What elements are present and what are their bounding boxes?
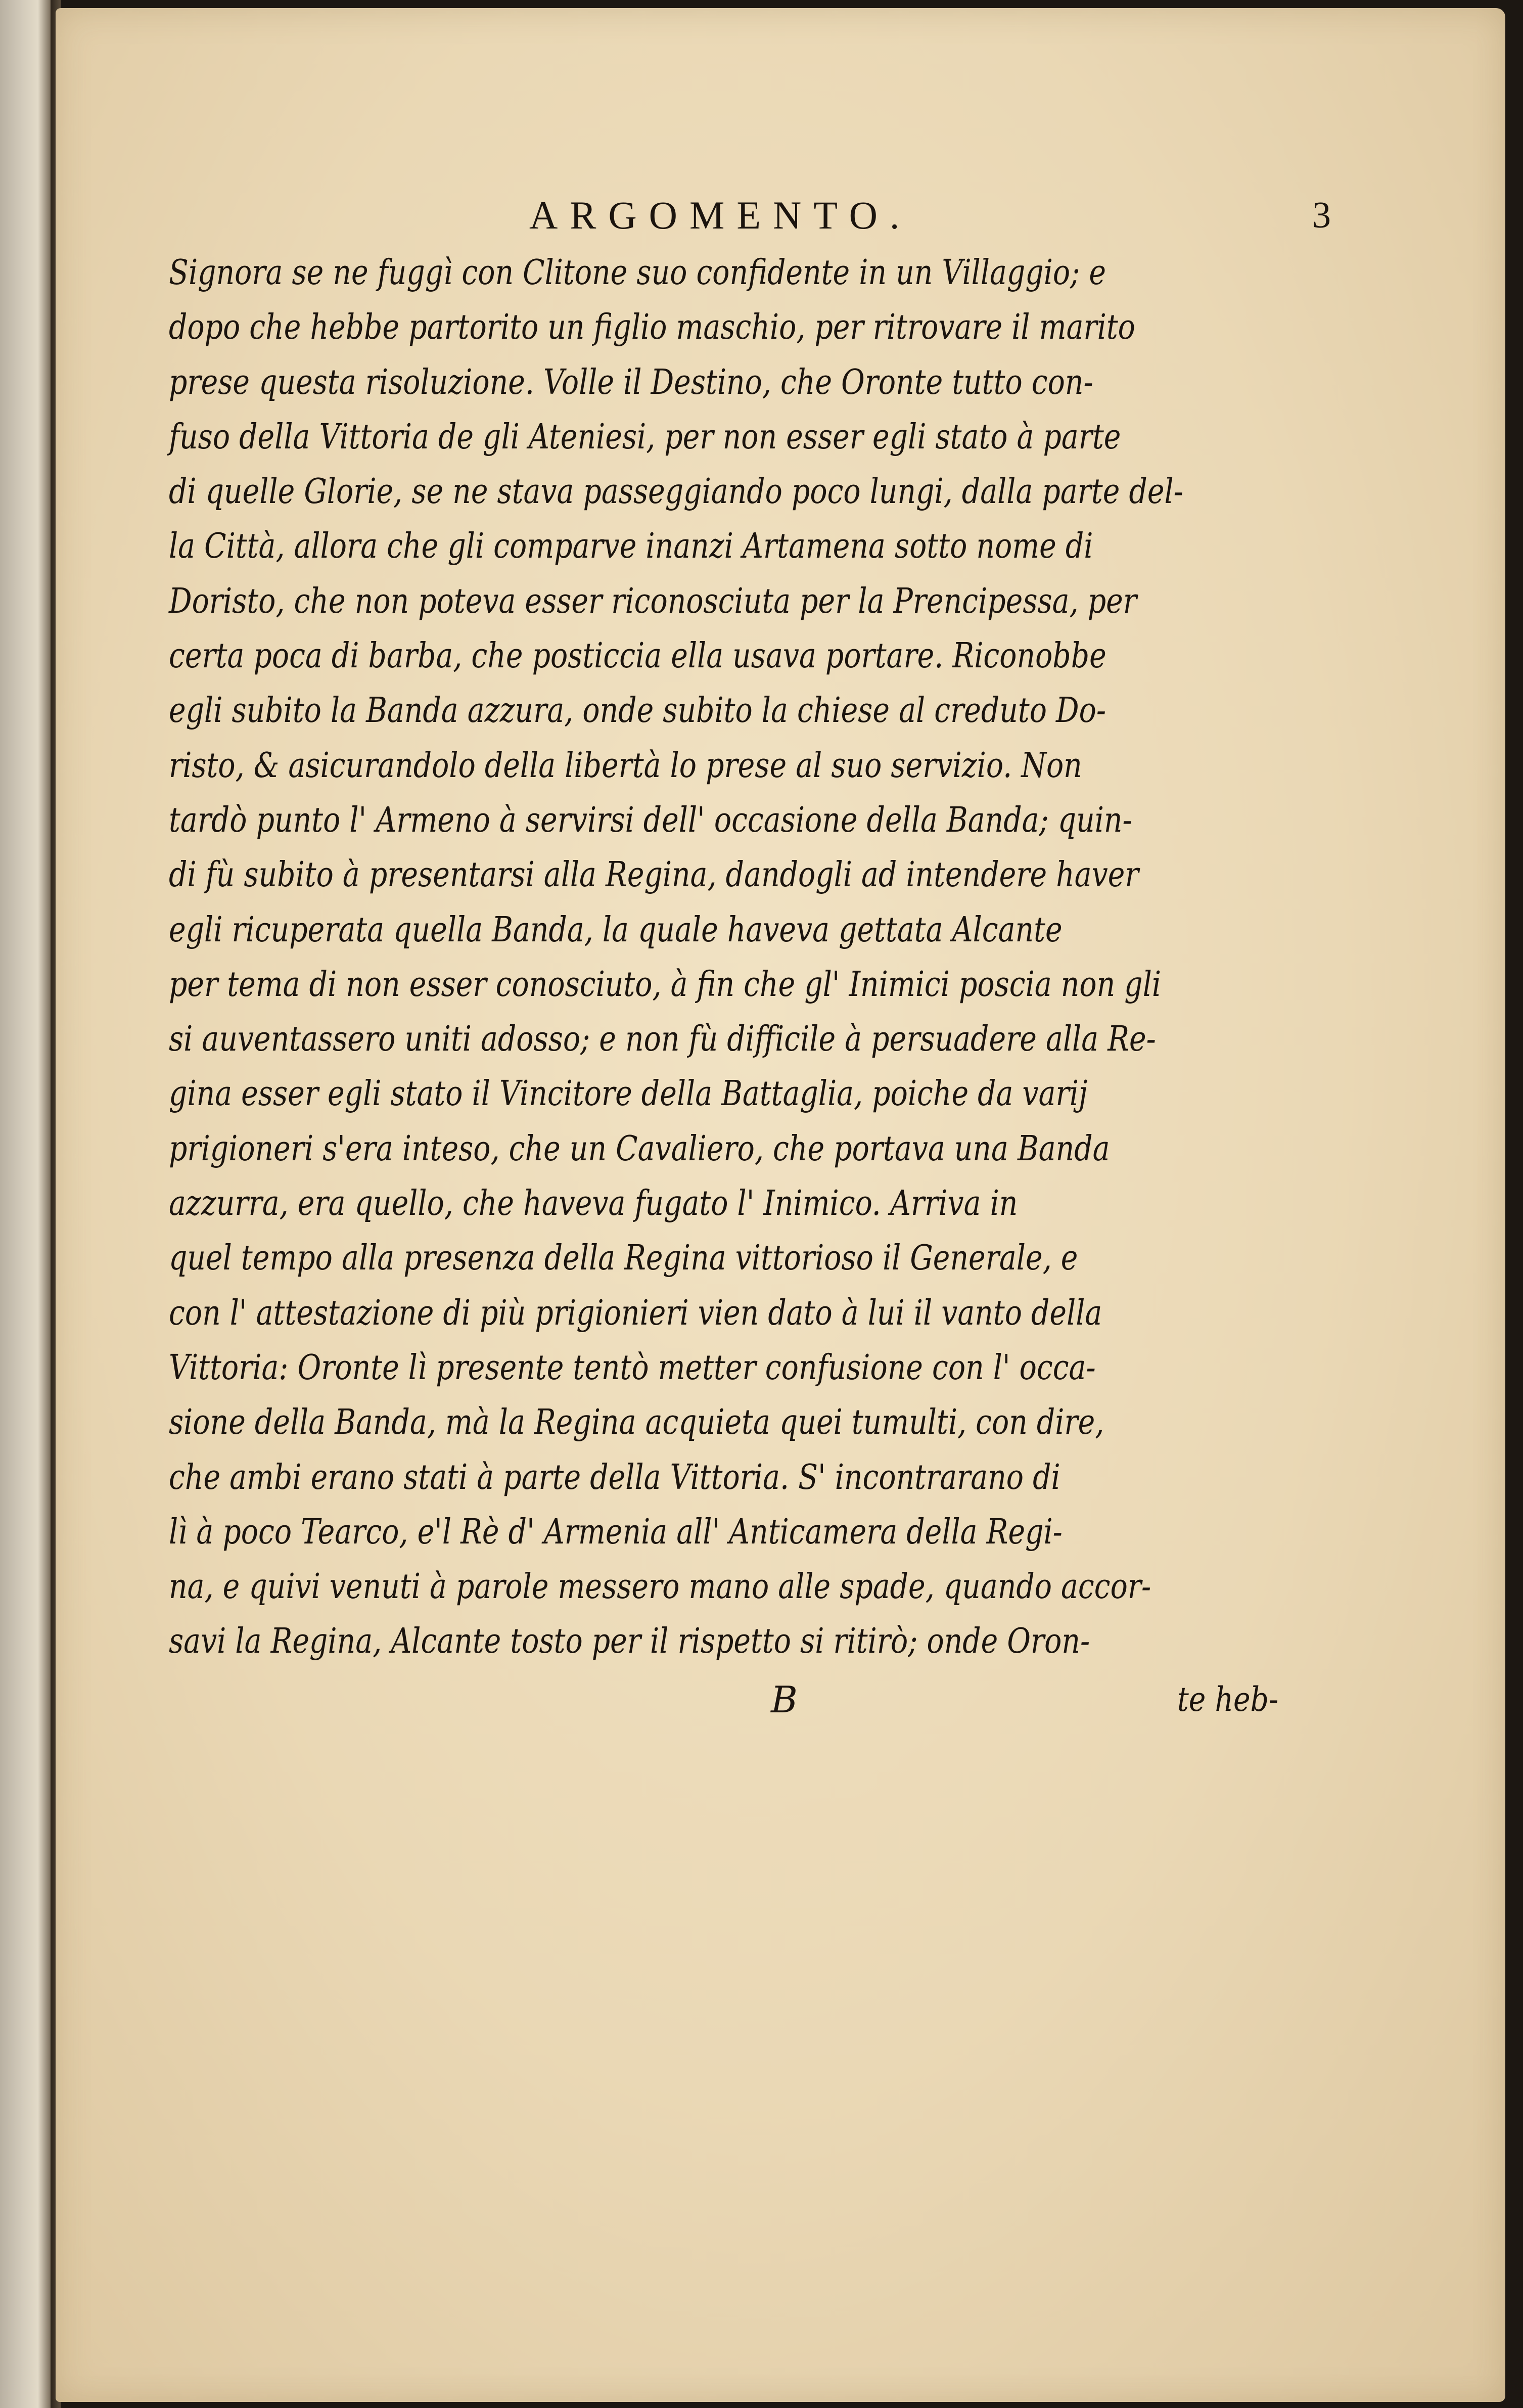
text-line: prigioneri s'era inteso, che un Cavaliero, che portava una Banda [169,1128,1110,1169]
text-line: risto, & asicurandolo della libertà lo prese al suo servizio. Non [169,745,1082,786]
body-text [169,246,1382,1669]
book-page [56,8,1505,2402]
text-line: tardò punto l' Armeno à servirsi dell' occasione della Banda; quin- [169,800,1132,840]
text-line: che ambi erano stati à parte della Vittoria. S' incontrarano di [169,1457,1060,1497]
text-line: gina esser egli stato il Vincitore della Battaglia, poiche da varij [169,1074,1088,1114]
text-line: fuso della Vittoria de gli Ateniesi, per non esser egli stato à parte [169,417,1121,457]
page-number: 3 [1312,195,1331,236]
text-line: di quelle Glorie, se ne stava passeggiando poco lungi, dalla parte del- [169,472,1183,512]
previous-page-edge [0,0,51,2408]
text-line: na, e quivi venuti à parole messero mano alle spade, quando accor- [169,1567,1151,1607]
signature-row [169,1674,1382,1730]
running-head-title: ARGOMENTO. [529,193,912,237]
text-line: egli ricuperata quella Banda, la quale haveva gettata Alcante [169,910,1063,950]
text-line: per tema di non esser conosciuto, à fin che gl' Inimici poscia non gli [169,964,1162,1005]
text-line: si auventassero uniti adosso; e non fù difficile à persuadere alla Re- [169,1019,1156,1060]
text-line: azzurra, era quello, che haveva fugato l' Inimico. Arriva in [169,1184,1018,1224]
text-line: certa poca di barba, che posticcia ella usava portare. Riconobbe [169,636,1106,676]
page-body [169,190,1382,1730]
text-line: egli subito la Banda azzura, onde subito la chiese al creduto Do- [169,691,1106,731]
text-line: sione della Banda, mà la Regina acquieta quei tumulti, con dire, [169,1402,1104,1443]
text-line: prese questa risoluzione. Volle il Destino, che Oronte tutto con- [169,362,1093,402]
text-line: con l' attestazione di più prigionieri vien dato à lui il vanto della [169,1293,1102,1333]
text-line: di fù subito à presentarsi alla Regina, dandogli ad intendere haver [169,855,1139,895]
text-line: dopo che hebbe partorito un figlio maschio, per ritrovare il marito [169,307,1135,348]
text-line: Vittoria: Oronte lì presente tentò metter confusione con l' occa- [169,1347,1096,1388]
signature-mark: B [771,1678,798,1721]
catchword: te heb- [1177,1679,1279,1719]
running-head [169,190,1382,246]
text-line: savi la Regina, Alcante tosto per il rispetto si ritirò; onde Oron- [169,1621,1090,1662]
text-line: la Città, allora che gli comparve inanzi Artamena sotto nome di [169,526,1093,567]
text-line: lì à poco Tearco, e'l Rè d' Armenia all' Anticamera della Regi- [169,1512,1063,1552]
text-line: quel tempo alla presenza della Regina vittorioso il Generale, e [169,1238,1078,1279]
text-line: Doristo, che non poteva esser riconosciuta per la Prencipessa, per [169,581,1137,621]
text-line: Signora se ne fuggì con Clitone suo confidente in un Villaggio; e [169,253,1106,293]
